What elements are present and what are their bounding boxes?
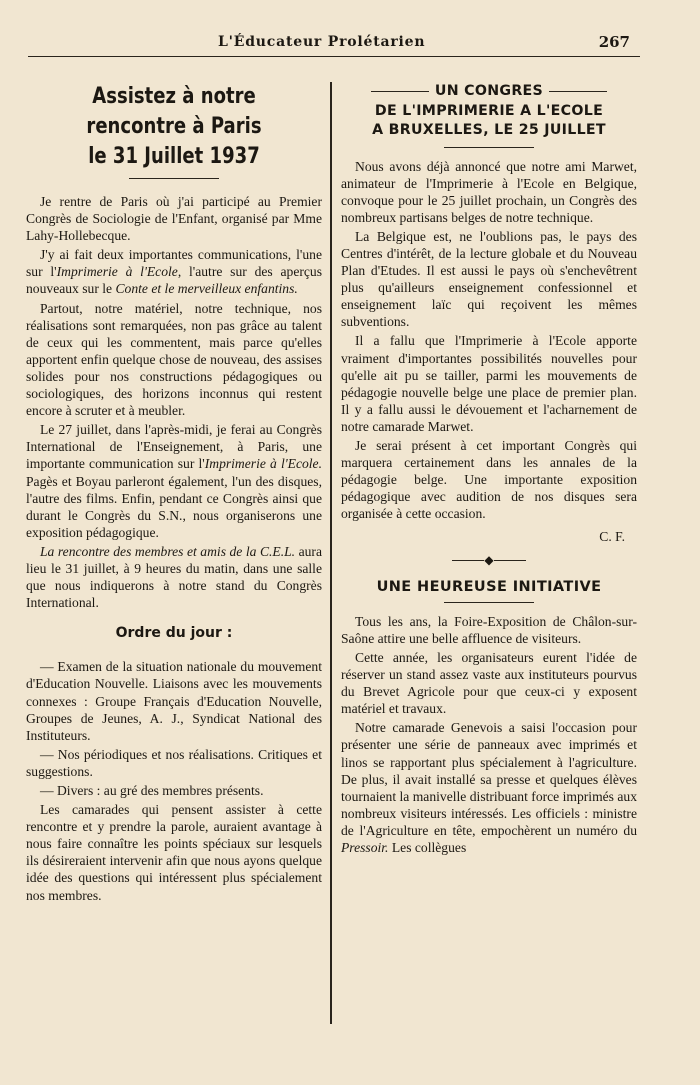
right-column xyxy=(341,78,637,856)
paragraph: Nous avons déjà annoncé que notre ami Marwet, animateur de l'Imprimerie à l'Ecole en Belgique, convoque pour le 25 juillet prochain, un Congrès des nombreux partisans belges de notre technique. xyxy=(341,158,637,225)
paragraph: La rencontre des membres et amis de la C.E.L. aura lieu le 31 juillet, à 9 heures du matin, dans une salle que nous indiquerons à notre stand du Congrès International. xyxy=(26,543,322,611)
paragraph: Je serai présent à cet important Congrès qui marquera certainement dans les annales de la pédagogie belge. Une importante exposition pédagogique avec audition de nos disques sera organisée à cette occasion. xyxy=(341,438,637,522)
heading-rule xyxy=(444,602,534,603)
column-divider xyxy=(330,82,332,1024)
article-title: Assistez à notre rencontre à Paris le 31 Juillet 1937 xyxy=(86,84,262,169)
paragraph: Le 27 juillet, dans l'après-midi, je ferai au Congrès International de l'Enseignement, à Paris, une importante communication sur l'Imprimerie à l'Ecole. Pagès et Boyau parleront également, l'un des disques, l'autre des films. Enfin, pendant ce Congrès ainsi que durant le Congrès du S.N., nous organiserons une exposition pédagogique. xyxy=(26,422,322,540)
page-header xyxy=(28,30,640,57)
title-rule xyxy=(129,178,219,179)
paragraph: La Belgique est, ne l'oublions pas, le pays des Centres d'intérêt, de la lecture globale et du Nouveau Plan d'Etudes. Il est aussi le pays où s'enchevêtrent plus qu'ailleurs enseignement confessionnel et enseignement laïc qui reçoivent les mêmes subventions. xyxy=(341,228,637,330)
paragraph: Partout, notre matériel, notre technique, nos réalisations sont remarquées, non pas grâce au talent de ceux qui les commentent, mais parce qu'elles apportent enfin quelque chose de nouveau, des assises solides pour nos constructions pédagogiques ou sociologiques, des horizons inconnus qui restent encore à scruter et à meubler. xyxy=(26,300,322,419)
running-title: L'Éducateur Prolétarien xyxy=(218,34,426,50)
paragraph: Il a fallu que l'Imprimerie à l'Ecole apporte vraiment d'importantes possibilités nouvelles pour qu'elle ait pu se tailler, parmi les mouvements de pédagogie nouvelle belge une place de premier plan. Il y a fallu aussi le dévouement et l'acharnement de notre camarade Marwet. xyxy=(341,333,637,434)
section-heading: UNE HEUREUSE INITIATIVE xyxy=(376,578,602,595)
page-number: 267 xyxy=(598,33,630,51)
agenda-heading: Ordre du jour : xyxy=(115,625,233,642)
paragraph: Notre camarade Genevois a saisi l'occasion pour présenter une série de panneaux avec imprimés et linos se rapportant plus spécialement à l'agriculture. De plus, il avait installé sa presse et quelques élèves tournaient la manivelle distribuant force imprimés aux nombreux visiteurs intéressés. Les officiels : ministre de l'Agriculture en tête, empochèrent un numéro du Pressoir. Les collègues xyxy=(341,720,637,855)
paragraph: — Nos périodiques et nos réalisations. Critiques et suggestions. xyxy=(26,746,322,779)
paragraph: — Examen de la situation nationale du mouvement d'Education Nouvelle. Liaisons avec les mouvements connexes : Groupe Français d'Education Nouvelle, Groupes de Jeunes, A. J., Syndicat National des Instituteurs. xyxy=(26,659,322,743)
paragraph: Je rentre de Paris où j'ai participé au Premier Congrès de Sociologie de l'Enfant, organisé par Mme Lahy-Hollebecque. xyxy=(26,194,322,244)
paragraph: Tous les ans, la Foire-Exposition de Châlon-sur-Saône attire une belle affluence de visiteurs. xyxy=(341,613,637,646)
left-column xyxy=(26,78,322,904)
paragraph: Les camarades qui pensent assister à cette rencontre et y prendre la parole, auraient avantage à nous faire connaître les points spéciaux sur lesquels ils désireraient intervenir afin que nous ayons quelque idée des questions qui intéressent plus spécialement nos membres. xyxy=(26,802,322,903)
article-heading: UN CONGRES DE L'IMPRIMERIE A L'ECOLE A BRUXELLES, LE 25 JUILLET xyxy=(372,83,606,138)
paragraph: Cette année, les organisateurs eurent l'idée de réserver un stand assez vaste aux instituteurs pourvus du Brevet Agricole pour que ceux-ci y exposent matériel et travaux. xyxy=(341,649,637,717)
section-divider xyxy=(341,552,637,569)
paragraph: — Divers : au gré des membres présents. xyxy=(40,783,264,798)
heading-rule xyxy=(444,147,534,148)
paragraph: J'y ai fait deux importantes communications, l'une sur l'Imprimerie à l'Ecole, l'autre sur des aperçus nouveaux sur le Conte et le merveilleux enfantins. xyxy=(26,247,322,297)
signature: C. F. xyxy=(599,529,625,545)
diamond-icon: ◆ xyxy=(484,552,494,567)
